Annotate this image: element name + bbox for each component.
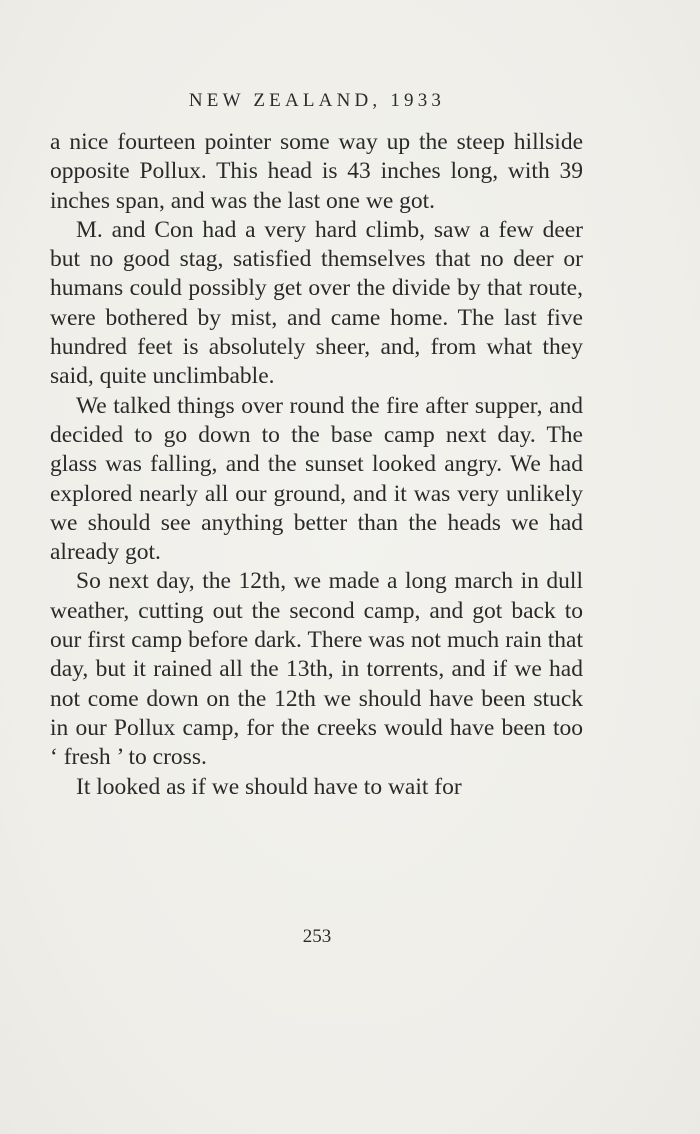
paragraph-4: So next day, the 12th, we made a long march in dull weather, cutting out the second camp, and got back to our first camp before dark. There was not much rain that day, but it rained all the 13th, in torrents, and if we had not come down on the 12th we should have been stuck in our Pollux camp, for the creeks would have been too ‘ fresh ’ to cross. [50,568,583,771]
running-head: NEW ZEALAND, 1933 [188,90,446,111]
paragraph-1: a nice fourteen pointer some way up the steep hillside opposite Pollux. This head is 43 inches long, with 39 inches span, and was the last one we got. [50,129,583,214]
page-number: 253 [302,926,332,947]
paragraph-2: M. and Con had a very hard climb, saw a few deer but no good stag, satisfied themselves that no deer or humans could possibly get over the divide by that route, were bothered by mist, and came home. The last five hundred feet is absolutely sheer, and, from what they said, quite unclimbable. [50,216,583,390]
paragraph-5: It looked as if we should have to wait for [76,773,462,800]
paragraph-3: We talked things over round the fire after supper, and decided to go down to the base camp next day. The glass was falling, and the sunset looked angry. We had explored nearly all our ground, and it was very unlikely we should see anything better than the heads we had already got. [50,392,583,566]
body-text [50,128,583,802]
